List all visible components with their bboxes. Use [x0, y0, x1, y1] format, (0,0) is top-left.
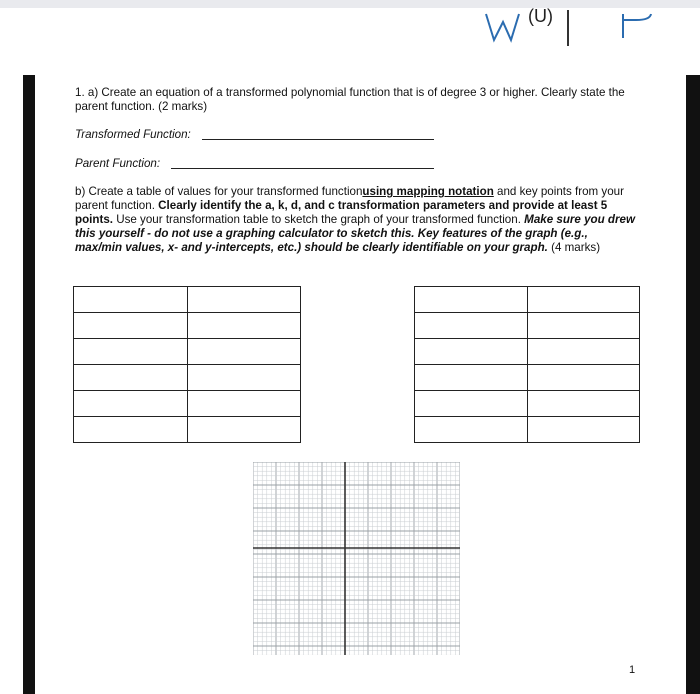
table-cell[interactable] — [415, 313, 528, 339]
table-cell[interactable] — [74, 417, 188, 443]
parent-function-label: Parent Function: — [75, 157, 161, 170]
table-of-values-right — [414, 286, 640, 443]
page-number: 1 — [629, 664, 636, 676]
table-cell[interactable] — [415, 417, 528, 443]
top-toolbar-strip — [0, 0, 700, 8]
table-cell[interactable] — [187, 339, 301, 365]
transformed-function-line[interactable] — [202, 139, 434, 140]
table-cell[interactable] — [415, 365, 528, 391]
transformed-function-label: Transformed Function: — [75, 128, 191, 141]
table-cell[interactable] — [527, 313, 640, 339]
table-cell[interactable] — [187, 313, 301, 339]
table-of-values-left — [73, 286, 301, 443]
partial-glyph-r — [623, 14, 651, 38]
table-cell[interactable] — [415, 391, 528, 417]
table-cell[interactable] — [74, 391, 188, 417]
parent-function-line[interactable] — [171, 168, 434, 169]
left-border-bar — [23, 75, 35, 694]
table-cell[interactable] — [74, 313, 188, 339]
table-cell[interactable] — [74, 365, 188, 391]
table-cell[interactable] — [187, 287, 301, 313]
table-cell[interactable] — [187, 417, 301, 443]
table-cell[interactable] — [187, 391, 301, 417]
table-cell[interactable] — [74, 339, 188, 365]
table-cell[interactable] — [527, 417, 640, 443]
table-cell[interactable] — [415, 287, 528, 313]
table-cell[interactable] — [527, 287, 640, 313]
table-cell[interactable] — [415, 339, 528, 365]
partial-text-u: (U) — [528, 8, 553, 26]
table-cell[interactable] — [527, 339, 640, 365]
previous-page-fragment — [0, 8, 700, 48]
table-cell[interactable] — [74, 287, 188, 313]
table-cell[interactable] — [527, 391, 640, 417]
question-1b-text: b) Create a table of values for your transformed functionusing mapping notation and key points from your parent function. Clearly identify the a, k, d, and c transformation parameters and provide at least 5 points. Use your transformation table to sketch the graph of your transformed function. Make sure you drew this yourself - do not use a graphing calculator to sketch this. Key features of the graph (e.g., max/min values, x- and y-intercepts, etc.) should be clearly identifiable on your graph. (4 marks) — [75, 185, 635, 254]
right-border-bar — [686, 75, 700, 694]
partial-glyph-w — [486, 14, 519, 40]
question-1a-text: 1. a) Create an equation of a transformed polynomial function that is of degree 3 or higher. Clearly state the parent function. (2 marks) — [75, 86, 625, 113]
table-cell[interactable] — [527, 365, 640, 391]
table-cell[interactable] — [187, 365, 301, 391]
graph-paper-grid[interactable] — [253, 462, 460, 655]
